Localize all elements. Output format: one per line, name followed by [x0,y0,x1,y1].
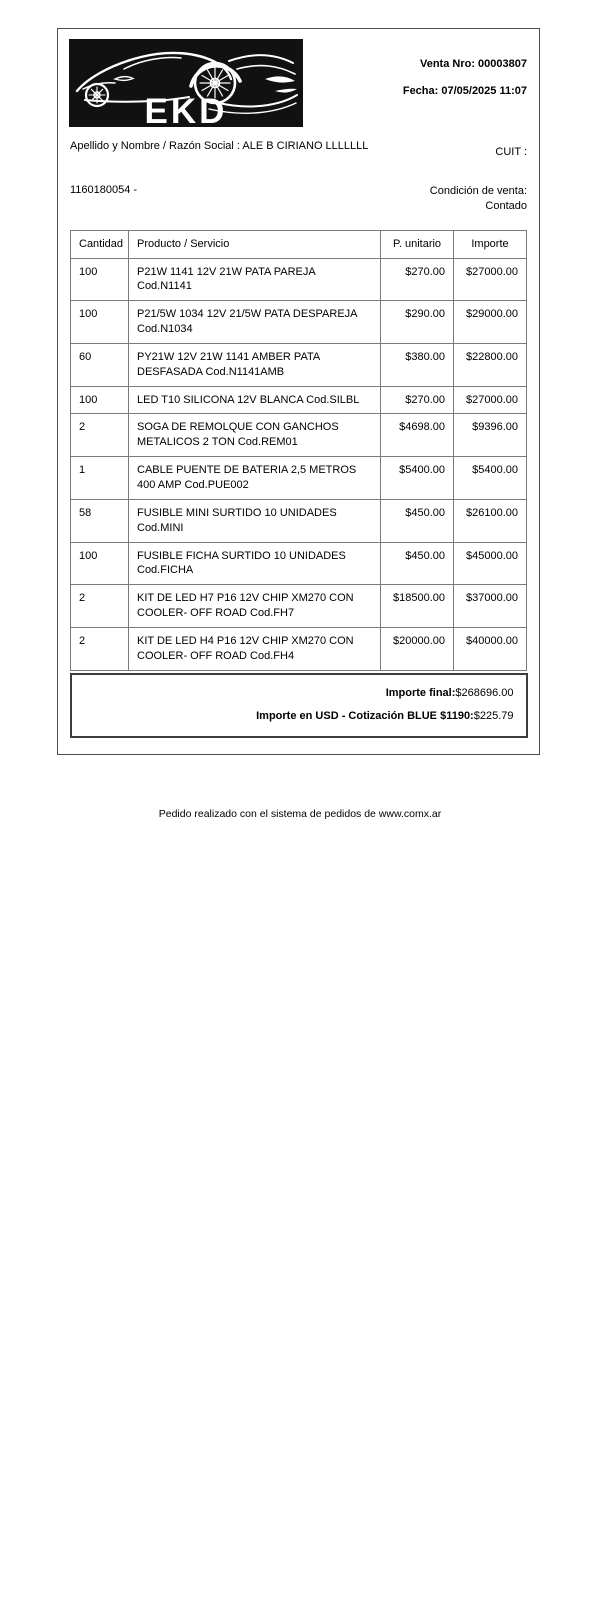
footer-note: Pedido realizado con el sistema de pedidos de www.comx.ar [158,808,442,820]
customer-row-2 [70,184,527,214]
cuit-label: CUIT : [495,146,527,158]
table-row [71,258,527,301]
cell-producto: CABLE PUENTE DE BATERIA 2,5 METROS 400 AMP Cod.PUE002 [129,457,381,500]
cell-producto: KIT DE LED H4 P16 12V CHIP XM270 CON COOLER- OFF ROAD Cod.FH4 [129,627,381,670]
sale-condition-label: Condición de venta: [429,185,527,197]
cell-p-unitario: $270.00 [381,386,454,414]
car-logo-icon [69,39,303,127]
table-row [71,457,527,500]
cell-producto: KIT DE LED H7 P16 12V CHIP XM270 CON COOLER- OFF ROAD Cod.FH7 [129,585,381,628]
table-row [71,542,527,585]
items-table [70,230,527,671]
cell-p-unitario: $270.00 [381,258,454,301]
cell-importe: $40000.00 [454,627,527,670]
cell-importe: $27000.00 [454,258,527,301]
total-final-label: Importe final: [385,686,456,699]
cell-producto: LED T10 SILICONA 12V BLANCA Cod.SILBL [129,386,381,414]
cell-importe: $27000.00 [454,386,527,414]
cell-p-unitario: $450.00 [381,542,454,585]
cell-producto: PY21W 12V 21W 1141 AMBER PATA DESFASADA Cod.N1141AMB [129,343,381,386]
header-cantidad: Cantidad [71,230,129,258]
table-row [71,301,527,344]
cell-importe: $9396.00 [454,414,527,457]
totals-box [70,673,528,738]
cell-importe: $29000.00 [454,301,527,344]
sale-number: Venta Nro: 00003807 [419,58,527,70]
invoice-header [58,29,539,127]
table-row [71,627,527,670]
header-producto: Producto / Servicio [129,230,381,258]
cell-producto: SOGA DE REMOLQUE CON GANCHOS METALICOS 2 TON Cod.REM01 [129,414,381,457]
cell-importe: $45000.00 [454,542,527,585]
cell-producto: P21/5W 1034 12V 21/5W PATA DESPAREJA Cod.N1034 [129,301,381,344]
cell-producto: P21W 1141 12V 21W PATA PAREJA Cod.N1141 [129,258,381,301]
cell-p-unitario: $4698.00 [381,414,454,457]
customer-section [58,139,539,214]
table-row [71,386,527,414]
cell-cantidad: 2 [71,585,129,628]
cell-p-unitario: $290.00 [381,301,454,344]
total-usd-label: Importe en USD - Cotización BLUE $1190: [256,709,474,722]
cell-importe: $26100.00 [454,499,527,542]
cell-producto: FUSIBLE FICHA SURTIDO 10 UNIDADES Cod.FICHA [129,542,381,585]
cell-cantidad: 2 [71,627,129,670]
cell-cantidad: 60 [71,343,129,386]
table-row [71,499,527,542]
cell-cantidad: 2 [71,414,129,457]
sale-meta [403,39,527,127]
customer-name: Apellido y Nombre / Razón Social : ALE B CIRIANO LLLLLLL [70,140,369,152]
cell-producto: FUSIBLE MINI SURTIDO 10 UNIDADES Cod.MINI [129,499,381,542]
cell-importe: $22800.00 [454,343,527,386]
sale-condition-value: Contado [485,199,527,212]
table-row [71,414,527,457]
cell-cantidad: 100 [71,386,129,414]
cell-cantidad: 100 [71,542,129,585]
cell-cantidad: 100 [71,258,129,301]
cell-p-unitario: $18500.00 [381,585,454,628]
cell-p-unitario: $450.00 [381,499,454,542]
total-final-value: $268696.00 [455,686,514,699]
total-usd-line [84,711,514,722]
ekd-logo-text: EKD [144,92,228,127]
cell-importe: $37000.00 [454,585,527,628]
total-final-line [84,688,514,699]
cell-cantidad: 1 [71,457,129,500]
cell-p-unitario: $380.00 [381,343,454,386]
cell-importe: $5400.00 [454,457,527,500]
table-header-row [71,230,527,258]
items-tbody [71,258,527,670]
table-row [71,585,527,628]
cell-p-unitario: $5400.00 [381,457,454,500]
table-row [71,343,527,386]
cell-cantidad: 58 [71,499,129,542]
sale-condition [430,184,527,214]
header-p-unitario: P. unitario [381,230,454,258]
cell-p-unitario: $20000.00 [381,627,454,670]
sale-date: Fecha: 07/05/2025 11:07 [402,85,527,97]
ekd-logo [69,39,303,127]
total-usd-value: $225.79 [473,709,514,722]
customer-phone: 1160180054 - [70,184,138,196]
invoice-document [57,28,540,755]
customer-row-1 [70,139,527,158]
cell-cantidad: 100 [71,301,129,344]
header-importe: Importe [454,230,527,258]
